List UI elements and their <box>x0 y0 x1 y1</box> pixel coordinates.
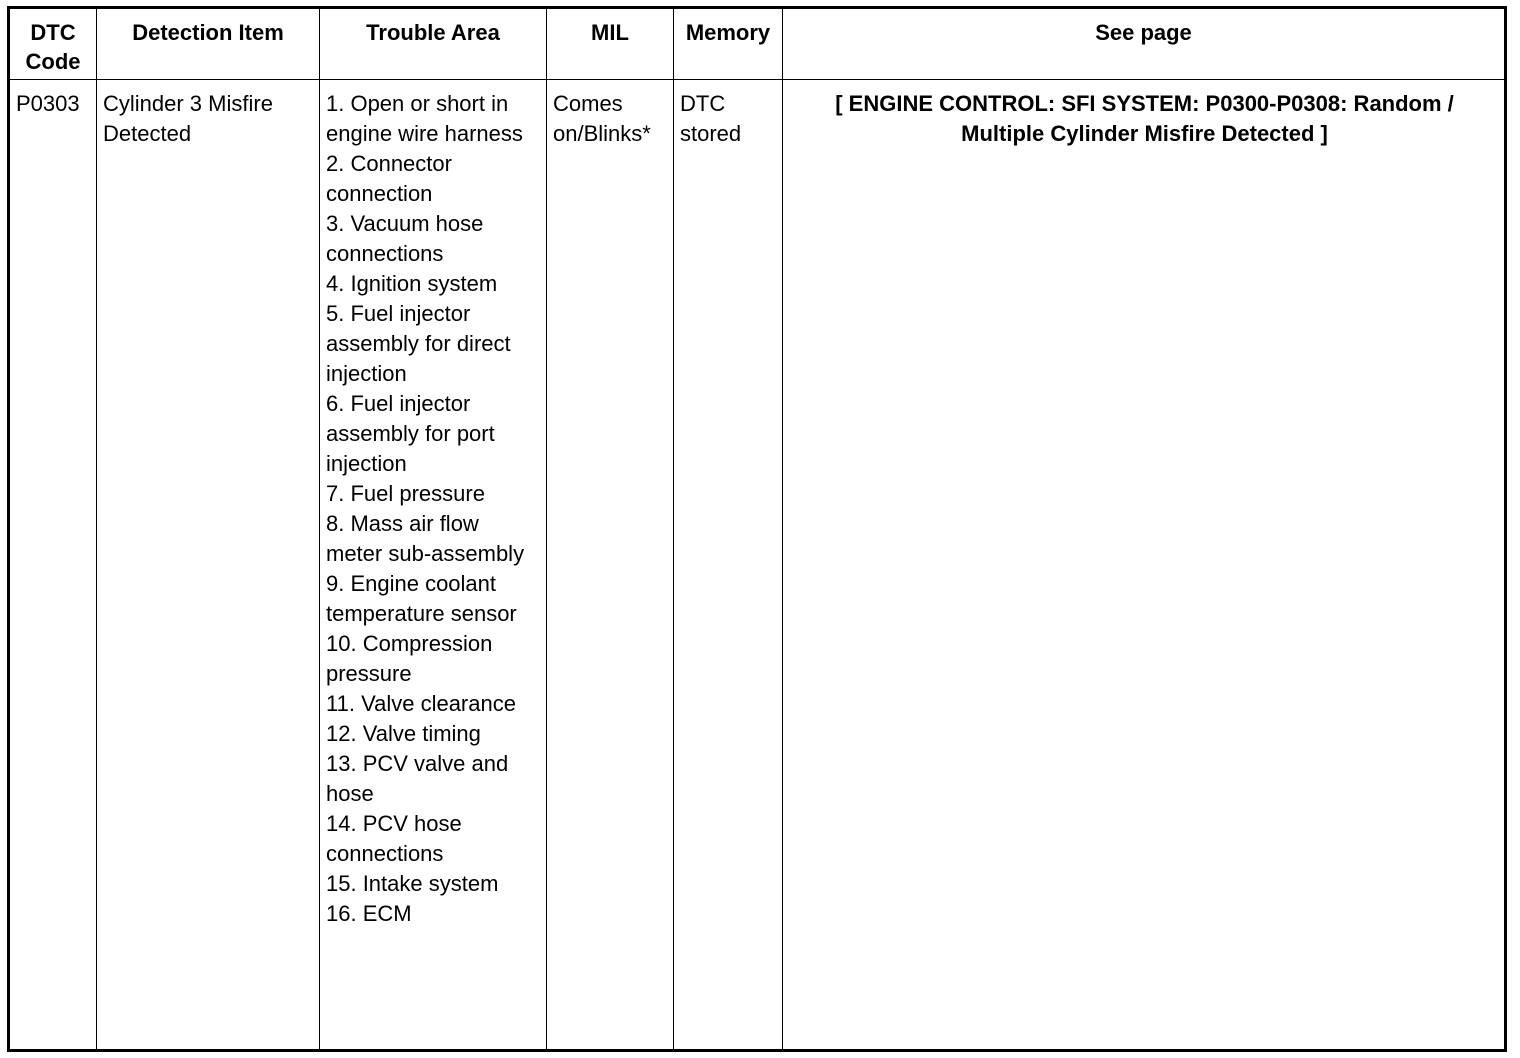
cell-detection-item: Cylinder 3 Misfire Detected <box>97 80 320 1051</box>
header-detection-item: Detection Item <box>97 8 320 80</box>
header-trouble-area: Trouble Area <box>320 8 547 80</box>
trouble-area-item: 1. Open or short in engine wire harness <box>326 91 523 146</box>
header-memory: Memory <box>674 8 783 80</box>
header-mil: MIL <box>547 8 674 80</box>
header-dtc-code <box>9 8 97 80</box>
trouble-area-item: 10. Compression pressure <box>326 631 493 686</box>
header-row <box>9 8 1506 80</box>
dtc-table <box>7 6 1507 1052</box>
trouble-area-item: 11. Valve clearance <box>326 691 516 716</box>
trouble-area-item: 3. Vacuum hose connections <box>326 211 484 266</box>
cell-trouble-area <box>320 80 547 1051</box>
trouble-area-item: 5. Fuel injector assembly for direct injection <box>326 301 511 386</box>
cell-memory: DTC stored <box>674 80 783 1051</box>
cell-mil: Comes on/Blinks* <box>547 80 674 1051</box>
trouble-area-item: 9. Engine coolant temperature sensor <box>326 571 517 626</box>
trouble-area-item: 7. Fuel pressure <box>326 481 485 506</box>
trouble-area-item: 16. ECM <box>326 901 412 926</box>
cell-dtc-code: P0303 <box>9 80 97 1051</box>
trouble-area-item: 2. Connector connection <box>326 151 452 206</box>
header-dtc-code-line2: Code <box>25 49 81 74</box>
trouble-area-item: 13. PCV valve and hose <box>326 751 509 806</box>
header-dtc-code-line1: DTC <box>30 20 76 45</box>
trouble-area-item: 14. PCV hose connections <box>326 811 462 866</box>
trouble-area-item: 8. Mass air flow meter sub-assembly <box>326 511 525 566</box>
trouble-area-item: 15. Intake system <box>326 871 499 896</box>
trouble-area-item: 12. Valve timing <box>326 721 481 746</box>
header-see-page: See page <box>783 8 1506 80</box>
trouble-area-item: 6. Fuel injector assembly for port injection <box>326 391 495 476</box>
table-row <box>9 80 1506 1051</box>
see-page-link[interactable]: [ ENGINE CONTROL: SFI SYSTEM: P0300-P0308: Random / Multiple Cylinder Misfire Detected ] <box>783 80 1506 1051</box>
trouble-area-item: 4. Ignition system <box>326 271 498 296</box>
